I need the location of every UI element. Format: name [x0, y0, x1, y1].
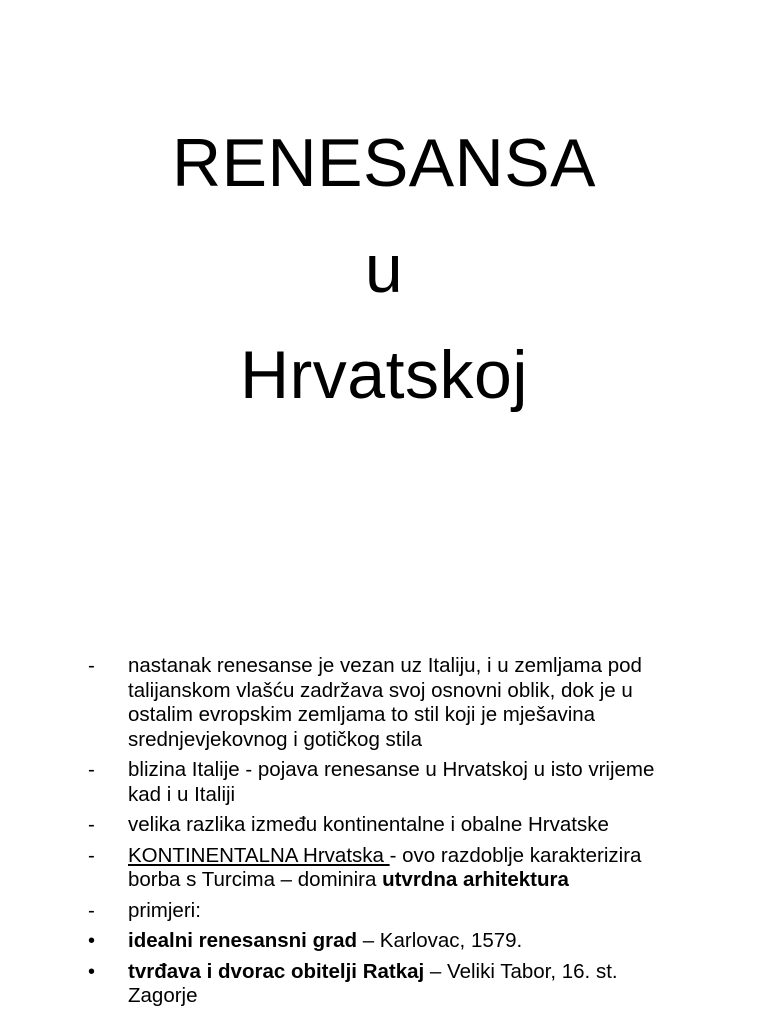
title-line-1: RENESANSA: [172, 125, 596, 201]
underlined-term: KONTINENTALNA Hrvatska: [128, 843, 390, 867]
dash-marker: -: [88, 898, 95, 922]
list-item: [88, 813, 688, 838]
bold-term: idealni renesansni grad: [128, 929, 357, 952]
list-item-text: velika razlika između kontinentalne i obalne Hrvatske: [128, 813, 609, 836]
bold-term: tvrđava i dvorac obitelji Ratkaj: [128, 959, 425, 983]
list-item-text: blizina Italije - pojava renesanse u Hrvatskoj u isto vrijeme kad i u Italiji: [128, 758, 655, 806]
list-item-text: nastanak renesanse je vezan uz Italiju, i u zemljama pod talijanskom vlašću zadržava svoj osnovni oblik, dok je u ostalim evropskim zemljama to stil koji je mješavina srednjevjekovnog i gotičkog stila: [128, 654, 642, 751]
list-item-text: [128, 844, 688, 893]
bold-term: utvrdna arhitektura: [382, 868, 569, 891]
title-line-2: u: [364, 231, 404, 307]
list-item: [88, 899, 688, 924]
list-item-middle-text: - ovo razdoblje karakterizira borba s Turcima – dominira: [128, 843, 642, 891]
list-item: [88, 929, 688, 954]
list-item: [88, 654, 688, 752]
bullet-marker: •: [88, 960, 96, 983]
title-block: [0, 110, 768, 428]
list-item-text: primjeri:: [128, 898, 201, 922]
dash-marker: -: [88, 843, 95, 867]
list-item-rest-text: – Karlovac, 1579.: [357, 929, 523, 952]
list-item: [88, 758, 688, 807]
dash-marker: -: [88, 654, 95, 677]
list-item-text: [128, 929, 688, 954]
title-line-3: Hrvatskoj: [240, 337, 528, 413]
dash-marker: -: [88, 813, 95, 836]
bullet-marker: •: [88, 930, 96, 952]
list-item: [88, 960, 688, 1009]
list-item: [88, 844, 688, 893]
content-list: [88, 654, 688, 1015]
list-item-text: [128, 960, 688, 1009]
dash-marker: -: [88, 758, 95, 781]
list-item-rest-text: – Veliki Tabor, 16. st. Zagorje: [128, 959, 618, 1007]
